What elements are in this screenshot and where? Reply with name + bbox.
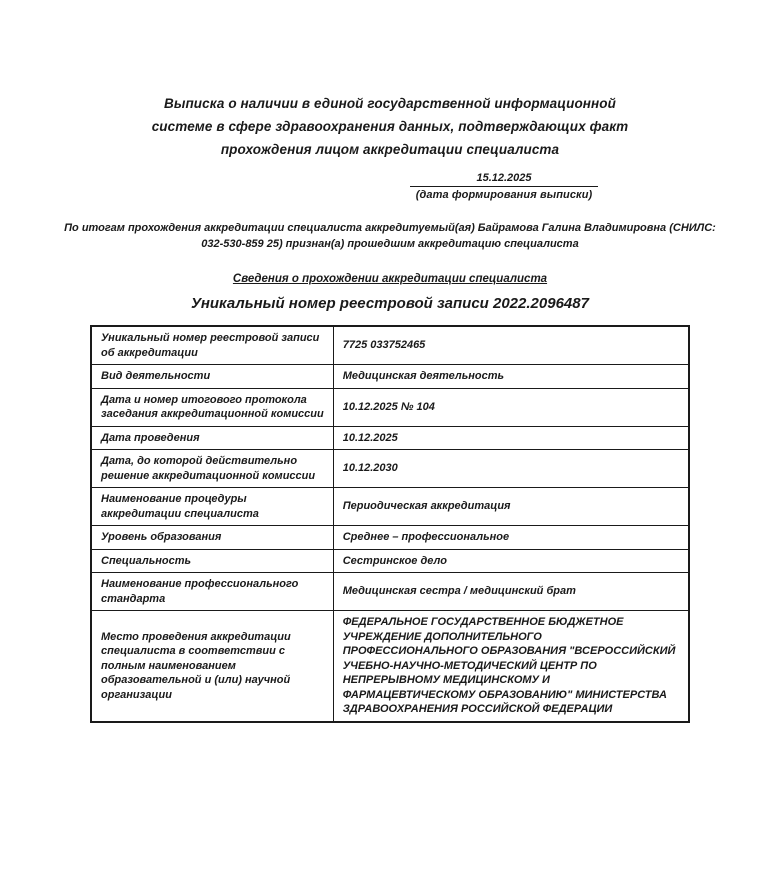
row-value: Медицинская деятельность: [333, 365, 689, 389]
table-row: [91, 573, 689, 611]
registry-number-heading: Уникальный номер реестровой записи 2022.2096487: [191, 295, 589, 312]
intro-paragraph: По итогам прохождения аккредитации специалиста аккредитуемый(ая) Байрамова Галина Владимировна (СНИЛС: 032-530-859 25) признан(а) прошедшим аккредитацию специалиста: [64, 222, 716, 250]
date-block: [410, 172, 598, 201]
table-row: [91, 549, 689, 573]
table-row: [91, 450, 689, 488]
table-row: [91, 611, 689, 722]
table-row: [91, 326, 689, 365]
extract-date: 15.12.2025: [410, 172, 598, 187]
row-label: Уровень образования: [91, 526, 333, 550]
accreditation-table-body: [91, 326, 689, 722]
row-value: ФЕДЕРАЛЬНОЕ ГОСУДАРСТВЕННОЕ БЮДЖЕТНОЕ УЧРЕЖДЕНИЕ ДОПОЛНИТЕЛЬНОГО ПРОФЕССИОНАЛЬНОГО ОБРАЗОВАНИЯ "ВСЕРОССИЙСКИЙ УЧЕБНО-НАУЧНО-МЕТОДИЧЕСКИЙ ЦЕНТР ПО НЕПРЕРЫВНОМУ МЕДИЦИНСКОМУ И ФАРМАЦЕВТИЧЕСКОМУ ОБРАЗОВАНИЮ" МИНИСТЕРСТВА ЗДРАВООХРАНЕНИЯ РОССИЙСКОЙ ФЕДЕРАЦИИ: [333, 611, 689, 722]
table-row: [91, 388, 689, 426]
section-heading: Сведения о прохождении аккредитации специалиста: [232, 273, 548, 285]
table-row: [91, 526, 689, 550]
row-value: Медицинская сестра / медицинский брат: [333, 573, 689, 611]
row-label: Уникальный номер реестровой записи об аккредитации: [91, 326, 333, 365]
table-row: [91, 426, 689, 450]
extract-date-caption: (дата формирования выписки): [415, 189, 593, 201]
row-value: Сестринское дело: [333, 549, 689, 573]
row-label: Вид деятельности: [91, 365, 333, 389]
row-value: 10.12.2030: [333, 450, 689, 488]
table-row: [91, 488, 689, 526]
row-label: Специальность: [91, 549, 333, 573]
row-value: Периодическая аккредитация: [333, 488, 689, 526]
document-title-line-2: системе в сфере здравоохранения данных, подтверждающих факт: [151, 119, 629, 134]
row-label: Наименование процедуры аккредитации специалиста: [91, 488, 333, 526]
document-title: [0, 92, 780, 161]
row-label: Место проведения аккредитации специалиста в соответствии с полным наименованием образовательной и (или) научной организации: [91, 611, 333, 722]
row-label: Дата, до которой действительно решение аккредитационной комиссии: [91, 450, 333, 488]
table-row: [91, 365, 689, 389]
document-title-line-3: прохождения лицом аккредитации специалиста: [220, 142, 560, 157]
row-value: 10.12.2025 № 104: [333, 388, 689, 426]
row-value: 10.12.2025: [333, 426, 689, 450]
row-value: Среднее – профессиональное: [333, 526, 689, 550]
document-title-line-1: Выписка о наличии в единой государственной информационной: [163, 96, 616, 111]
row-value: 7725 033752465: [333, 326, 689, 365]
row-label: Дата проведения: [91, 426, 333, 450]
row-label: Наименование профессионального стандарта: [91, 573, 333, 611]
accreditation-table: [90, 325, 690, 723]
row-label: Дата и номер итогового протокола заседания аккредитационной комиссии: [91, 388, 333, 426]
